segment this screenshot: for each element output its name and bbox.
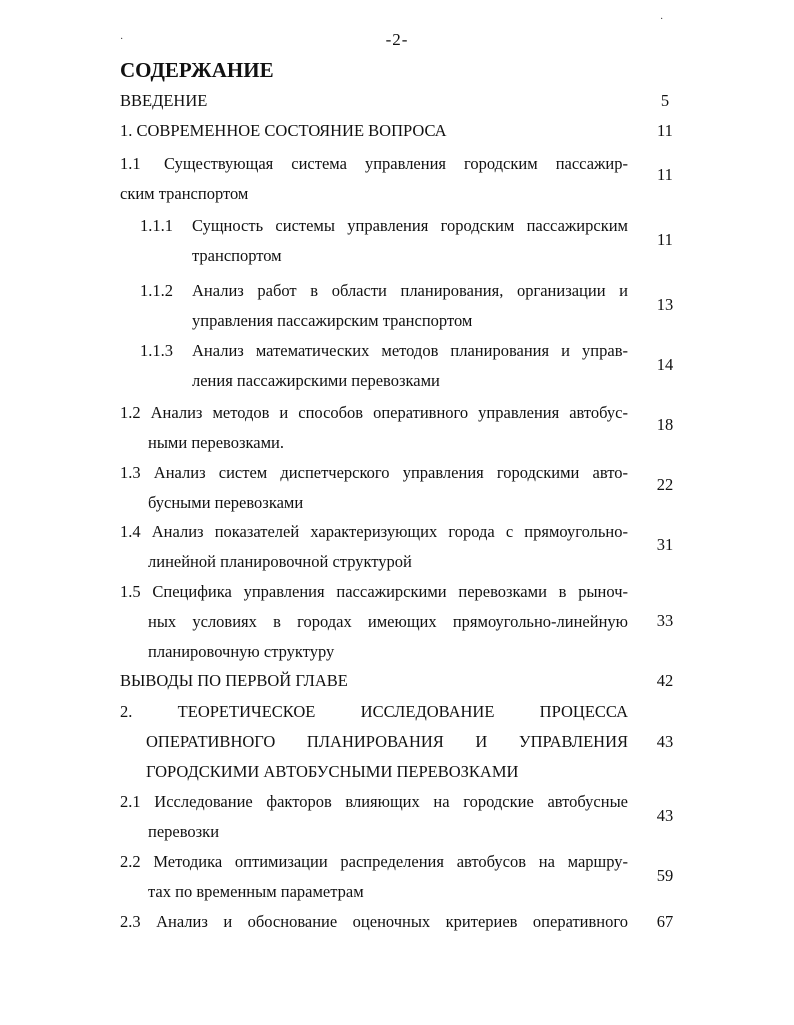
toc-entry <box>140 276 628 336</box>
toc-entry <box>120 697 628 787</box>
toc-page-number: 22 <box>656 475 674 494</box>
toc-page-number: 5 <box>660 91 670 110</box>
toc-entry <box>120 577 628 667</box>
toc-entry-text: перевозки <box>148 822 220 841</box>
toc-entry <box>140 336 628 396</box>
toc-entry <box>120 517 628 577</box>
toc-entry-text: ским транспортом <box>120 184 249 203</box>
toc-entry-number: 1.1.3 <box>140 341 173 360</box>
toc-entry-text: бусными перевозками <box>148 493 304 512</box>
toc-entry <box>120 86 628 116</box>
toc-page-number: 33 <box>656 611 674 630</box>
toc-entry-text: 2.2 Методика оптимизации распределения автобусов на маршру- <box>120 852 628 871</box>
toc-page-number: 18 <box>656 415 674 434</box>
toc-page-number: 31 <box>656 535 674 554</box>
toc-entry-text: 2. ТЕОРЕТИЧЕСКОЕ ИССЛЕДОВАНИЕ ПРОЦЕССА <box>120 702 628 721</box>
page-title: СОДЕРЖАНИЕ <box>120 58 274 82</box>
toc-entry <box>120 398 628 458</box>
toc-page-number: 67 <box>656 912 674 931</box>
toc-entry <box>120 116 628 146</box>
toc-entry-text: ГОРОДСКИМИ АВТОБУСНЫМИ ПЕРЕВОЗКАМИ <box>146 762 519 781</box>
toc-entry <box>120 458 628 518</box>
toc-page-number: 14 <box>656 355 674 374</box>
toc-entry <box>120 666 628 696</box>
toc-entry-text: Сущность системы управления городским пассажирским <box>192 216 628 235</box>
scan-speck: · <box>660 14 664 25</box>
toc-page-number: 11 <box>657 230 673 249</box>
toc-entry-number: 1.1 <box>120 154 141 173</box>
toc-entry-text: Анализ работ в области планирования, организации и <box>192 281 628 300</box>
toc-entry-text: ления пассажирскими перевозками <box>192 371 440 390</box>
toc-entry-text: линейной планировочной структурой <box>148 552 412 571</box>
toc-entry-text: планировочную структуру <box>148 642 335 661</box>
toc-entry <box>120 907 628 937</box>
toc-entry-text: управления пассажирским транспортом <box>192 311 473 330</box>
toc-entry-number: 1.1.1 <box>140 216 173 235</box>
toc-entry-text: транспортом <box>192 246 282 265</box>
toc-page-number: 43 <box>656 732 674 751</box>
toc-entry-text: 1.2 Анализ методов и способов оперативного управления автобус- <box>120 403 628 422</box>
toc-page-number: 43 <box>656 806 674 825</box>
toc-entry-text: Анализ математических методов планирования и управ- <box>192 341 628 360</box>
toc-entry-text: ными перевозками. <box>148 433 284 452</box>
toc-page-number: 11 <box>657 165 673 184</box>
toc-entry-text: ОПЕРАТИВНОГО ПЛАНИРОВАНИЯ И УПРАВЛЕНИЯ <box>146 732 628 751</box>
toc-entry <box>140 211 628 271</box>
toc-entry-text: Существующая система управления городским пассажир- <box>164 154 628 173</box>
scan-speck: · <box>120 34 124 45</box>
toc-entry-text: ВЫВОДЫ ПО ПЕРВОЙ ГЛАВЕ <box>120 671 348 690</box>
toc-entry-number: 1.1.2 <box>140 281 173 300</box>
toc-entry-text: 1. СОВРЕМЕННОЕ СОСТОЯНИЕ ВОПРОСА <box>120 121 447 140</box>
toc-entry-text: 2.1 Исследование факторов влияющих на городские автобусные <box>120 792 628 811</box>
toc-page-number: 59 <box>656 866 674 885</box>
toc-page-number: 11 <box>657 121 673 140</box>
toc-page-number: 42 <box>656 671 674 690</box>
toc-entry-text: тах по временным параметрам <box>148 882 364 901</box>
toc-entry <box>120 847 628 907</box>
page-number: -2- <box>385 30 409 49</box>
toc-entry-text: 1.3 Анализ систем диспетчерского управления городскими авто- <box>120 463 628 482</box>
toc-entry-text: 1.4 Анализ показателей характеризующих города с прямоугольно- <box>120 522 628 541</box>
toc-page-number: 13 <box>656 295 674 314</box>
toc-entry-text: ВВЕДЕНИЕ <box>120 91 208 110</box>
toc-entry <box>120 787 628 847</box>
toc-entry-text: 1.5 Специфика управления пассажирскими перевозками в рыноч- <box>120 582 628 601</box>
toc-entry-text: 2.3 Анализ и обоснование оценочных критериев оперативного <box>120 912 628 931</box>
toc-entry-text: ных условиях в городах имеющих прямоугольно-линейную <box>148 612 628 631</box>
toc-entry <box>120 149 628 209</box>
